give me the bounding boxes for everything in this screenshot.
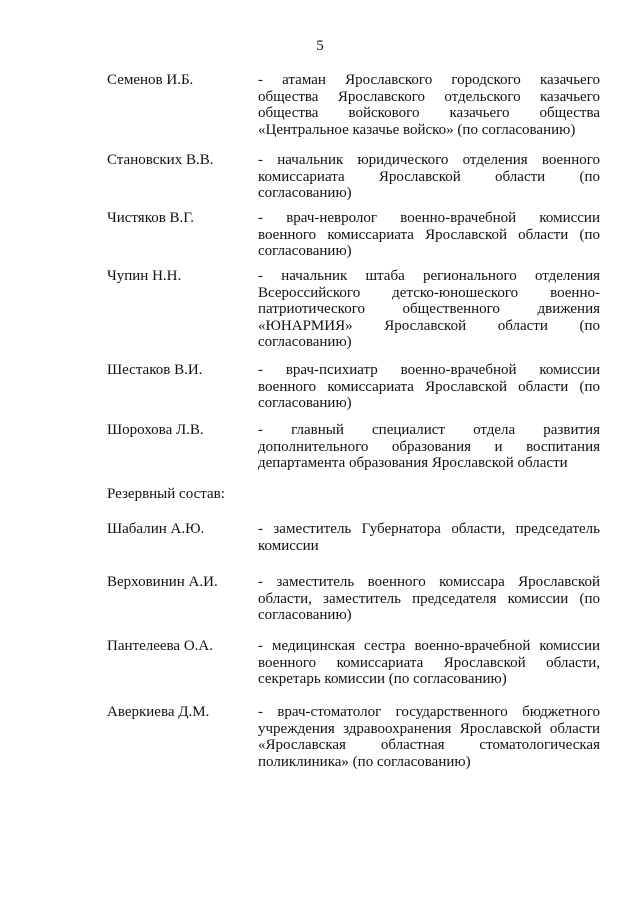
member-description: - врач-невролог военно-врачебной комиссии военного комиссариата Ярославской области (по согласованию): [258, 210, 600, 259]
member-description: - заместитель военного комиссара Ярославской области, заместитель председателя комиссии (по согласованию): [258, 574, 600, 623]
member-name: Чупин Н.Н.: [107, 268, 182, 284]
member-name: Шабалин А.Ю.: [107, 521, 205, 537]
member-description: - врач-психиатр военно-врачебной комиссии военного комиссариата Ярославской области (по согласованию): [258, 362, 600, 411]
member-name: Семенов И.Б.: [107, 72, 194, 88]
member-name: Чистяков В.Г.: [107, 210, 195, 226]
member-description: - начальник штаба регионального отделения Всероссийского детско-юношеского военно-патриотического общественного движения «ЮНАРМИЯ» Ярославской области (по согласованию): [258, 268, 600, 350]
member-description: - медицинская сестра военно-врачебной комиссии военного комиссариата Ярославской области, секретарь комиссии (по согласованию): [258, 638, 600, 687]
member-name: Становских В.В.: [107, 152, 214, 168]
member-name: Аверкиева Д.М.: [107, 704, 210, 720]
reserve-heading: Резервный состав:: [107, 486, 225, 502]
member-description: - заместитель Губернатора области, председатель комиссии: [258, 521, 600, 554]
member-description: - главный специалист отдела развития дополнительного образования и воспитания департамента образования Ярославской области: [258, 422, 600, 471]
member-description: - начальник юридического отделения военного комиссариата Ярославской области (по согласованию): [258, 152, 600, 201]
member-name: Верховинин А.И.: [107, 574, 218, 590]
member-name: Шорохова Л.В.: [107, 422, 204, 438]
member-name: Пантелеева О.А.: [107, 638, 213, 654]
member-description: - атаман Ярославского городского казачьего общества Ярославского отдельского казачьего общества войскового казачьего общества «Центральное казачье войско» (по согласованию): [258, 72, 600, 138]
member-name: Шестаков В.И.: [107, 362, 203, 378]
page-number: 5: [316, 38, 324, 54]
member-description: - врач-стоматолог государственного бюджетного учреждения здравоохранения Ярославской области «Ярославская областная стоматологическая поликлиника» (по согласованию): [258, 704, 600, 770]
